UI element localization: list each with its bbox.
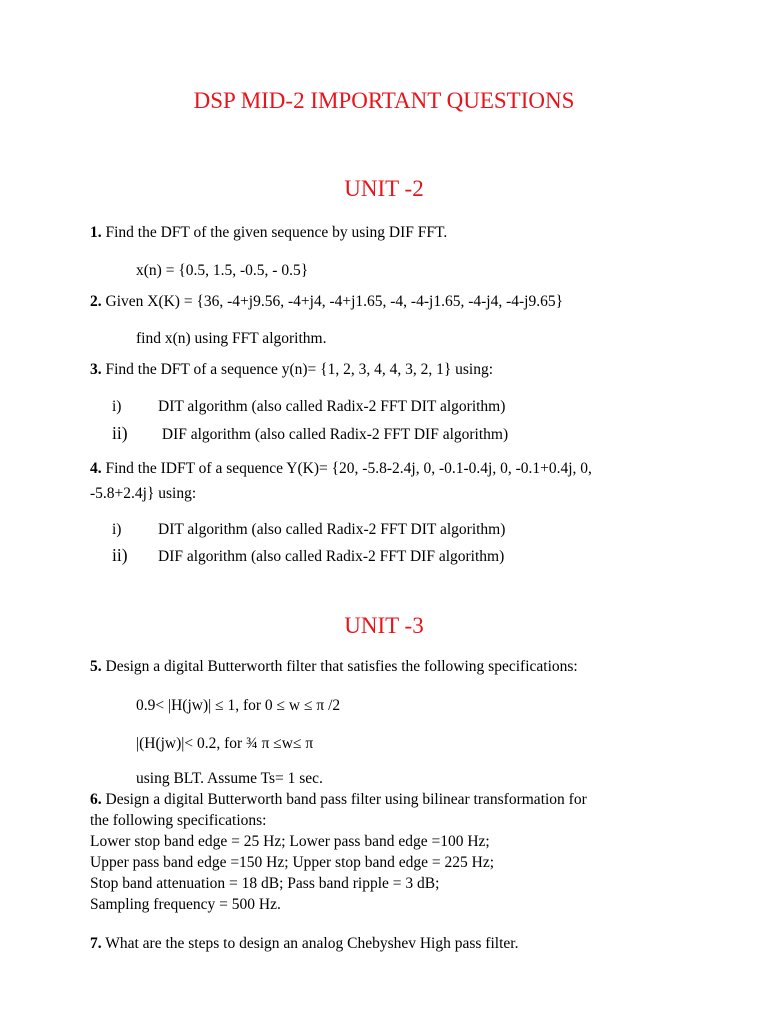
question-4-line-2: -5.8+2.4j} using: (90, 485, 197, 502)
roman-numeral: ii) (112, 545, 128, 565)
roman-numeral: i) (112, 521, 122, 538)
question-4-item-2 (112, 546, 504, 566)
question-text: Design a digital Butterworth band pass filter using bilinear transformation for (101, 791, 587, 808)
question-7 (90, 935, 518, 953)
question-3-item-2 (112, 424, 508, 444)
question-number: 4. (90, 460, 102, 477)
question-number: 5. (90, 658, 102, 675)
question-text: Find the IDFT of a sequence Y(K)= {20, -5.8-2.4j, 0, -0.1-0.4j, 0, -0.1+0.4j, 0, (101, 460, 592, 477)
question-5-spec-3: using BLT. Assume Ts= 1 sec. (136, 770, 323, 787)
question-1-formula: x(n) = {0.5, 1.5, -0.5, - 0.5} (136, 262, 309, 279)
question-number: 2. (90, 293, 102, 310)
question-6-line: Stop band attenuation = 18 dB; Pass band ripple = 3 dB; (90, 875, 440, 892)
unit-3-heading: UNIT -3 (344, 613, 424, 638)
item-text: DIF algorithm (also called Radix-2 FFT DIF algorithm) (158, 548, 505, 565)
question-number: 7. (90, 935, 102, 952)
item-text: DIF algorithm (also called Radix-2 FFT DIF algorithm) (158, 426, 509, 443)
question-number: 6. (90, 791, 102, 808)
question-text: What are the steps to design an analog Chebyshev High pass filter. (101, 935, 519, 952)
question-text: Design a digital Butterworth filter that satisfies the following specifications: (101, 658, 578, 675)
question-text: Given X(K) = {36, -4+j9.56, -4+j4, -4+j1.65, -4, -4-j1.65, -4-j4, -4-j9.65} (101, 293, 564, 310)
question-text: Find the DFT of a sequence y(n)= {1, 2, 3, 4, 4, 3, 2, 1} using: (101, 361, 494, 378)
unit-2-heading: UNIT -2 (344, 176, 424, 201)
question-2 (90, 293, 563, 311)
question-number: 3. (90, 361, 102, 378)
question-6-line: Sampling frequency = 500 Hz. (90, 896, 281, 913)
question-4-item-1 (112, 521, 505, 539)
question-1 (90, 224, 447, 242)
question-text: Find the DFT of the given sequence by using DIF FFT. (101, 224, 448, 241)
question-6-line: the following specifications: (90, 812, 267, 829)
roman-numeral: ii) (112, 423, 128, 443)
question-3 (90, 361, 493, 379)
page-title: DSP MID-2 IMPORTANT QUESTIONS (193, 88, 575, 113)
question-6-line: Lower stop band edge = 25 Hz; Lower pass band edge =100 Hz; (90, 833, 490, 850)
question-4 (90, 460, 592, 478)
question-2-line-2: find x(n) using FFT algorithm. (136, 330, 327, 347)
roman-numeral: i) (112, 398, 122, 415)
question-6 (90, 791, 587, 809)
question-5 (90, 658, 578, 676)
item-text: DIT algorithm (also called Radix-2 FFT DIT algorithm) (158, 521, 506, 538)
question-6-line: Upper pass band edge =150 Hz; Upper stop band edge = 225 Hz; (90, 854, 495, 871)
question-5-spec-1: 0.9< |H(jw)| ≤ 1, for 0 ≤ w ≤ π /2 (136, 697, 341, 714)
question-5-spec-2: |(H(jw)|< 0.2, for ¾ π ≤w≤ π (136, 735, 314, 752)
question-number: 1. (90, 224, 102, 241)
question-3-item-1 (112, 398, 505, 416)
item-text: DIT algorithm (also called Radix-2 FFT DIT algorithm) (158, 398, 506, 415)
